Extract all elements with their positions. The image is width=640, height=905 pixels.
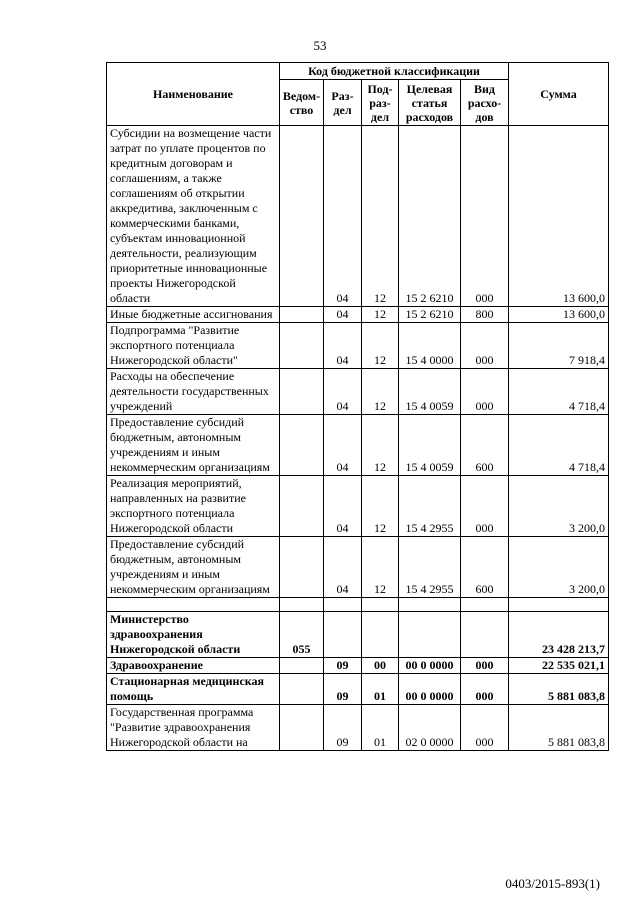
row-exp-type: 000 (461, 674, 509, 705)
row-target: 15 4 2955 (399, 476, 461, 537)
row-subsection: 01 (362, 705, 399, 751)
row-section: 04 (324, 307, 362, 323)
row-exp-type: 000 (461, 476, 509, 537)
table-row (107, 598, 609, 612)
row-name: Предоставление субсидий бюджетным, автономным учреждениям и иным некоммерческим организациям (107, 537, 280, 598)
row-amount: 7 918,4 (509, 323, 609, 369)
table-row (107, 307, 609, 323)
header-dept: Ведом-ство (280, 80, 324, 126)
row-exp-type: 000 (461, 369, 509, 415)
row-dept: 055 (280, 612, 324, 658)
header-amount: Сумма (509, 63, 609, 126)
row-exp-type: 000 (461, 126, 509, 307)
header-subsection: Под-раз-дел (362, 80, 399, 126)
row-target (399, 612, 461, 658)
row-amount: 3 200,0 (509, 476, 609, 537)
row-name: Государственная программа "Развитие здравоохранения Нижегородской области на (107, 705, 280, 751)
row-amount: 4 718,4 (509, 415, 609, 476)
table-row (107, 612, 609, 658)
row-amount: 4 718,4 (509, 369, 609, 415)
row-section: 04 (324, 369, 362, 415)
row-target: 15 2 6210 (399, 307, 461, 323)
row-exp-type: 800 (461, 307, 509, 323)
row-subsection: 00 (362, 658, 399, 674)
row-subsection: 12 (362, 369, 399, 415)
row-exp-type: 000 (461, 323, 509, 369)
row-subsection: 12 (362, 307, 399, 323)
row-dept (280, 323, 324, 369)
row-subsection: 01 (362, 674, 399, 705)
row-target: 15 4 0000 (399, 323, 461, 369)
row-amount: 13 600,0 (509, 126, 609, 307)
row-amount: 5 881 083,8 (509, 674, 609, 705)
table-row (107, 658, 609, 674)
row-target: 15 4 0059 (399, 415, 461, 476)
row-dept (280, 307, 324, 323)
table-row (107, 369, 609, 415)
row-amount (509, 598, 609, 612)
row-dept (280, 415, 324, 476)
row-target: 15 4 2955 (399, 537, 461, 598)
row-name: Реализация мероприятий, направленных на развитие экспортного потенциала Нижегородской области (107, 476, 280, 537)
page-number: 53 (313, 38, 327, 53)
row-name: Иные бюджетные ассигнования (107, 307, 280, 323)
row-exp-type: 000 (461, 705, 509, 751)
row-exp-type: 600 (461, 537, 509, 598)
row-section: 04 (324, 415, 362, 476)
table-row (107, 126, 609, 307)
row-name: Стационарная медицинская помощь (107, 674, 280, 705)
table-row (107, 705, 609, 751)
row-dept (280, 674, 324, 705)
row-subsection: 12 (362, 476, 399, 537)
row-exp-type: 000 (461, 658, 509, 674)
row-dept (280, 369, 324, 415)
row-target: 15 4 0059 (399, 369, 461, 415)
row-name: Министерство здравоохранения Нижегородской области (107, 612, 280, 658)
row-amount: 13 600,0 (509, 307, 609, 323)
table-row (107, 674, 609, 705)
header-section: Раз-дел (324, 80, 362, 126)
row-name: Предоставление субсидий бюджетным, автономным учреждениям и иным некоммерческим организациям (107, 415, 280, 476)
row-subsection (362, 612, 399, 658)
row-dept (280, 476, 324, 537)
row-amount: 5 881 083,8 (509, 705, 609, 751)
row-amount: 23 428 213,7 (509, 612, 609, 658)
row-section: 04 (324, 323, 362, 369)
table-row (107, 537, 609, 598)
header-name: Наименование (107, 63, 280, 126)
row-amount: 22 535 021,1 (509, 658, 609, 674)
header-target: Целевая статья расходов (399, 80, 461, 126)
row-target: 00 0 0000 (399, 674, 461, 705)
row-section: 09 (324, 658, 362, 674)
header-row-top (107, 63, 609, 80)
row-section (324, 612, 362, 658)
row-section: 09 (324, 674, 362, 705)
row-target: 00 0 0000 (399, 658, 461, 674)
row-subsection: 12 (362, 415, 399, 476)
row-section (324, 598, 362, 612)
row-name (107, 598, 280, 612)
header-code-group: Код бюджетной классификации (280, 63, 509, 80)
budget-table (106, 62, 609, 751)
row-amount: 3 200,0 (509, 537, 609, 598)
row-dept (280, 598, 324, 612)
row-target: 15 2 6210 (399, 126, 461, 307)
row-section: 04 (324, 476, 362, 537)
table-row (107, 323, 609, 369)
row-exp-type: 600 (461, 415, 509, 476)
row-subsection: 12 (362, 126, 399, 307)
row-target: 02 0 0000 (399, 705, 461, 751)
row-subsection: 12 (362, 323, 399, 369)
row-section: 04 (324, 537, 362, 598)
row-name: Здравоохранение (107, 658, 280, 674)
row-name: Субсидии на возмещение части затрат по уплате процентов по кредитным договорам и соглашениям, а также соглашениям об открытии аккредитива, заключенным с коммерческими банками, субъектам инновационной деятельности, реализующим приоритетные инновационные проекты Нижегородской области (107, 126, 280, 307)
row-name: Расходы на обеспечение деятельности государственных учреждений (107, 369, 280, 415)
row-name: Подпрограмма "Развитие экспортного потенциала Нижегородской области" (107, 323, 280, 369)
row-dept (280, 126, 324, 307)
document-code: 0403/2015-893(1) (505, 876, 600, 891)
header-exp-type: Вид расхо-дов (461, 80, 509, 126)
row-dept (280, 537, 324, 598)
row-section: 09 (324, 705, 362, 751)
row-exp-type (461, 598, 509, 612)
row-dept (280, 705, 324, 751)
table-row (107, 415, 609, 476)
row-dept (280, 658, 324, 674)
row-section: 04 (324, 126, 362, 307)
row-exp-type (461, 612, 509, 658)
table-row (107, 476, 609, 537)
row-subsection: 12 (362, 537, 399, 598)
row-target (399, 598, 461, 612)
row-subsection (362, 598, 399, 612)
